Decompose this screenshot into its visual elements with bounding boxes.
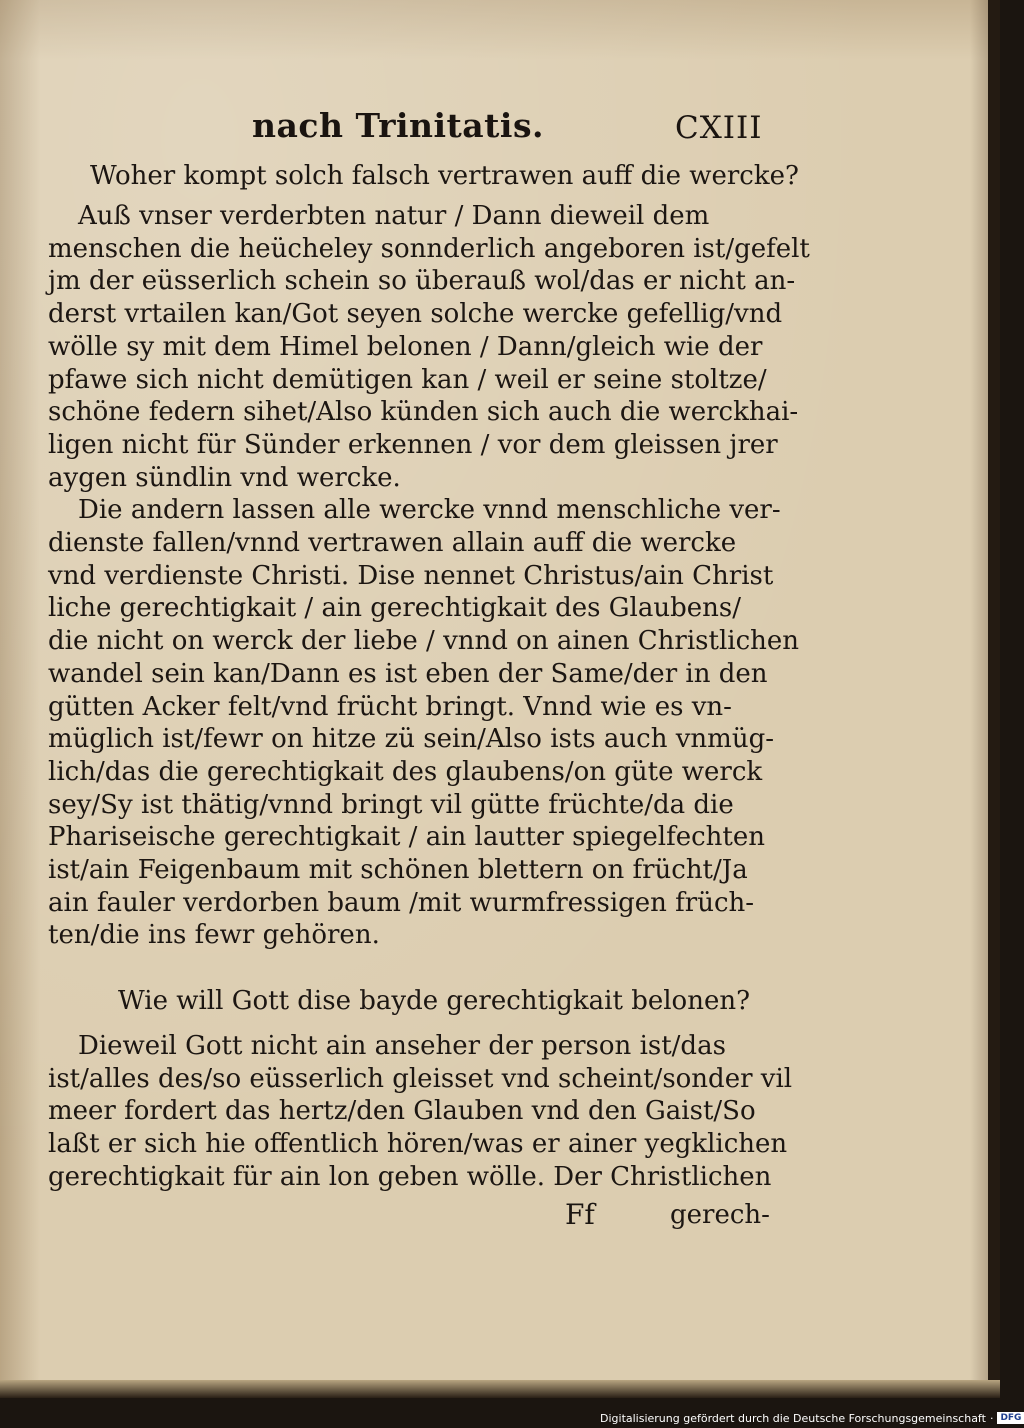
text-line: ist/alles des/so eüsserlich gleisset vnd scheint/sonder vil — [48, 1063, 793, 1094]
text-line: wandel sein kan/Dann es ist eben der Same/der in den — [48, 658, 768, 689]
text-line: Die andern lassen alle wercke vnnd menschliche ver- — [78, 495, 781, 526]
page-edge — [988, 0, 1000, 1398]
running-title: nach Trinitatis. — [252, 106, 545, 145]
text-line: ligen nicht für Sünder erkennen / vor dem gleissen jrer — [48, 429, 778, 460]
text-line: die nicht on werck der liebe / vnnd on ainen Christlichen — [48, 626, 800, 657]
question-line: Woher kompt solch falsch vertrawen auff die wercke? — [90, 161, 799, 191]
text-line: ten/die ins fewr gehören. — [48, 920, 380, 951]
digitization-credit: Digitalisierung gefördert durch die Deutsche Forschungsgemeinschaft · DFG — [600, 1410, 1024, 1426]
text-line: Dieweil Gott nicht ain anseher der person ist/das — [78, 1031, 726, 1061]
text-line: jm der eüsserlich schein so überauß wol/das er nicht an- — [48, 266, 796, 297]
text-line: derst vrtailen kan/Got seyen solche wercke gefellig/vnd — [48, 299, 783, 330]
text-line: laßt er sich hie offentlich hören/was er ainer yegklichen — [48, 1129, 788, 1160]
text-line: sey/Sy ist thätig/vnnd bringt vil gütte früchte/da die — [48, 789, 734, 820]
text-line: Phariseische gerechtigkait / ain lautter spiegelfechten — [48, 822, 765, 853]
text-line: menschen die heücheley sonnderlich angeboren ist/gefelt — [48, 233, 810, 264]
text-line: ain fauler verdorben baum /mit wurmfressigen früch- — [48, 887, 755, 918]
text-line: vnd verdienste Christi. Dise nennet Christus/ain Christ — [48, 560, 774, 591]
paragraph-body — [48, 1030, 793, 1194]
text-line: schöne federn sihet/Also künden sich auch die werckhai- — [48, 397, 799, 428]
text-line: gerechtigkait für ain lon geben wölle. Der Christlichen — [48, 1161, 772, 1192]
credit-text: Digitalisierung gefördert durch die Deutsche Forschungsgemeinschaft — [600, 1411, 986, 1425]
signature-mark: Ff — [565, 1198, 595, 1231]
text-line: ist/ain Feigenbaum mit schönen blettern on frücht/Ja — [48, 855, 748, 886]
page-edge-bottom — [0, 1380, 1000, 1398]
text-line: dienste fallen/vnnd vertrawen allain auff die wercke — [48, 528, 737, 559]
question-heading — [90, 160, 810, 193]
text-line: lich/das die gerechtigkait des glaubens/on güte werck — [48, 756, 763, 787]
catchword: gerech- — [670, 1200, 770, 1230]
text-line: Auß vnser verderbten natur / Dann dieweil dem — [78, 201, 710, 231]
question-heading — [118, 985, 838, 1018]
text-line: müglich ist/fewr on hitze zü sein/Also ists auch vnmüg- — [48, 724, 774, 755]
folio-number: CXIII — [675, 110, 763, 146]
text-line: wölle sy mit dem Himel belonen / Dann/gleich wie der — [48, 331, 763, 362]
text-line: meer fordert das hertz/den Glauben vnd den Gaist/So — [48, 1096, 756, 1127]
text-line: pfawe sich nicht demütigen kan / weil er seine stoltze/ — [48, 364, 767, 395]
text-line: liche gerechtigkait / ain gerechtigkait des Glaubens/ — [48, 593, 741, 624]
text-line: aygen sündlin vnd wercke. — [48, 462, 401, 493]
paragraph-body — [48, 200, 810, 952]
text-line: gütten Acker felt/vnd frücht bringt. Vnnd wie es vn- — [48, 691, 732, 722]
question-line: Wie will Gott dise bayde gerechtigkait belonen? — [118, 986, 751, 1016]
dfg-logo-icon: DFG — [997, 1412, 1024, 1424]
